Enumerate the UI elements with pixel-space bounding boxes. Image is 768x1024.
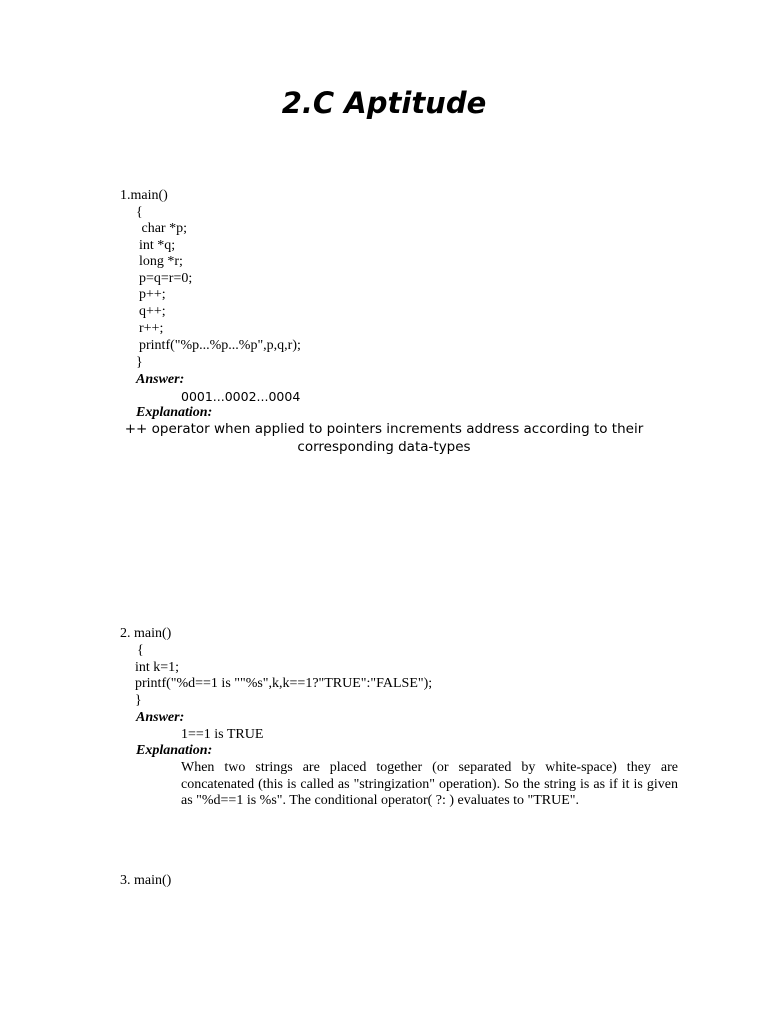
explanation-label: Explanation: [136, 743, 213, 758]
code-line: { [136, 205, 143, 220]
code-line: 2. main() [120, 626, 172, 641]
code-line: 3. main() [120, 873, 172, 888]
explanation-text: corresponding data-types [297, 439, 471, 455]
answer-value: 1==1 is TRUE [181, 727, 264, 742]
code-line: printf("%p...%p...%p",p,q,r); [139, 338, 301, 353]
explanation-text: When two strings are placed together (or separated by white-space) they are concatenated (this is called as "stringization" operation). So the string is as if it is given as "%d==1 is %s". The conditional operator( ?: ) evaluates to "TRUE". [181, 760, 678, 808]
code-line: long *r; [139, 254, 183, 269]
code-line: int *q; [139, 238, 176, 253]
code-line: p++; [139, 287, 166, 302]
code-line: { [137, 643, 144, 658]
code-line: p=q=r=0; [139, 271, 193, 286]
answer-value: 0001...0002...0004 [181, 389, 301, 404]
page-title: 2.C Aptitude [281, 86, 487, 120]
code-line: q++; [139, 304, 166, 319]
code-line: 1.main() [120, 188, 168, 203]
code-line: int k=1; [135, 660, 180, 675]
answer-label: Answer: [136, 372, 185, 387]
explanation-label: Explanation: [136, 405, 213, 420]
code-line: r++; [139, 321, 164, 336]
code-line: } [136, 355, 143, 370]
answer-label: Answer: [136, 710, 185, 725]
code-line: } [135, 693, 142, 708]
code-line: char *p; [138, 221, 187, 236]
code-line: printf("%d==1 is ""%s",k,k==1?"TRUE":"FALSE"); [135, 676, 433, 691]
explanation-text: ++ operator when applied to pointers increments address according to their [124, 421, 644, 437]
